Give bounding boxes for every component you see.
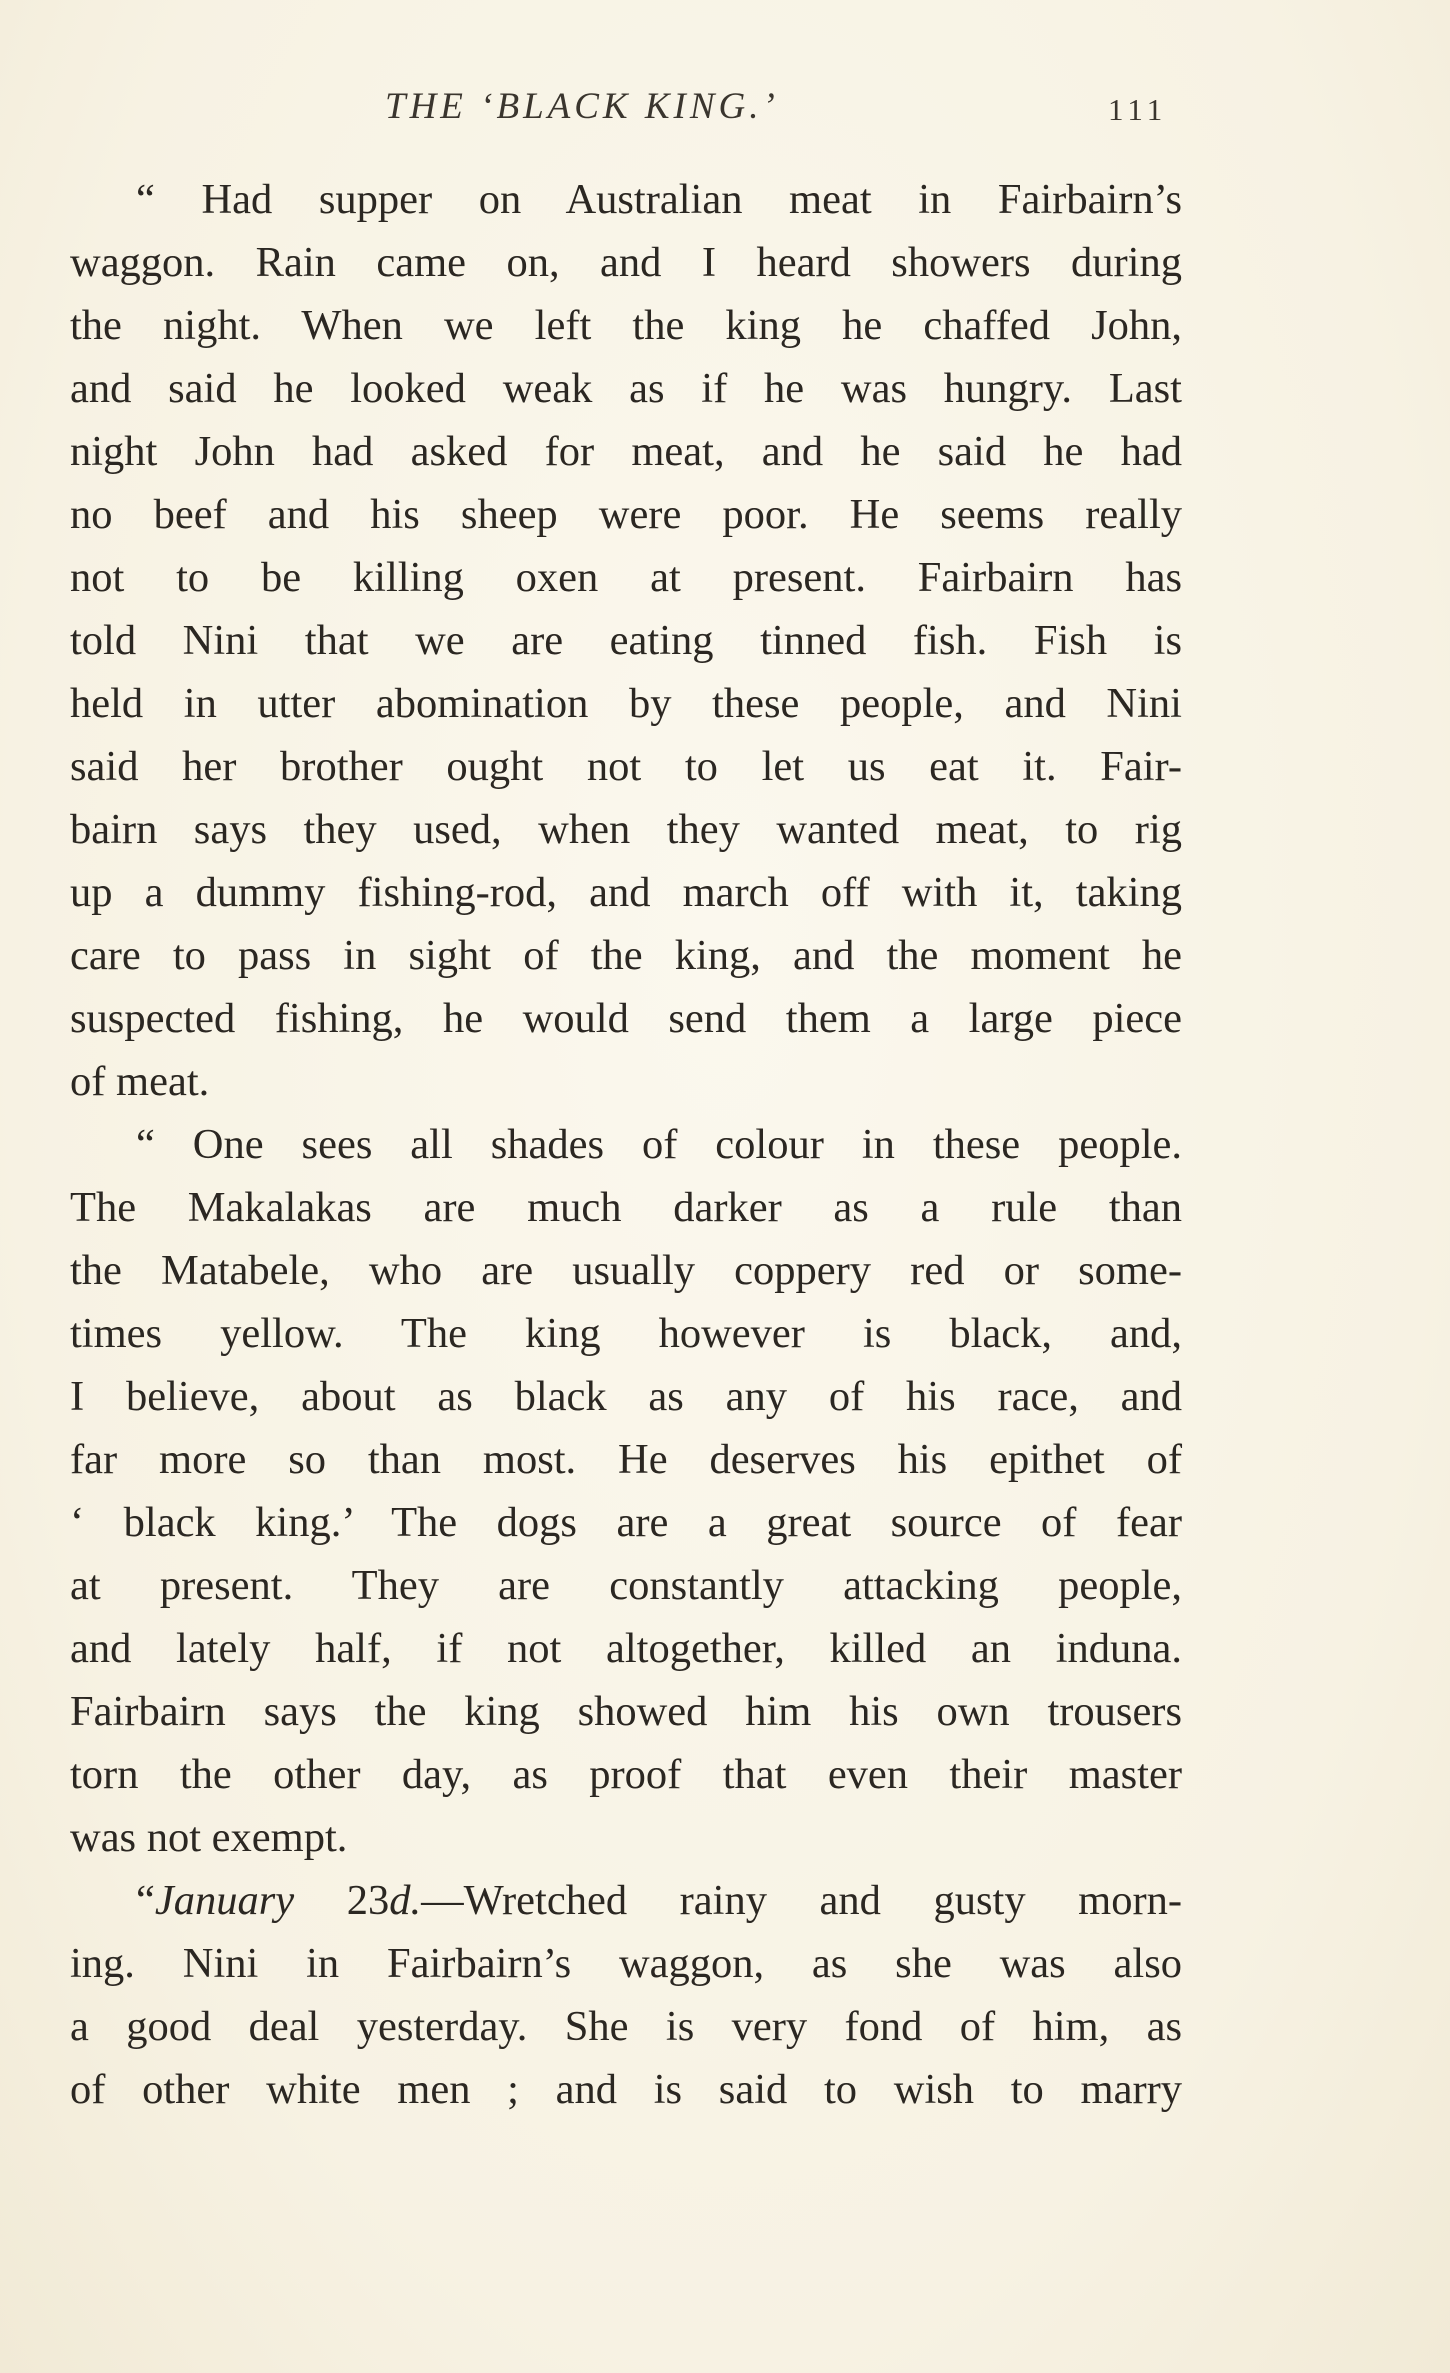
text-line: not to be killing oxen at present. Fairbairn has [70,554,1182,601]
entry-open-quote: “ [136,1877,155,1924]
text-line: “ Had supper on Australian meat in Fairbairn’s [136,176,1182,223]
entry-first-line-text: —Wretched rainy and gusty morn- [421,1877,1182,1924]
text-line: ‘ black king.’ The dogs are a great source of fear [70,1499,1182,1546]
entry-date-suffix: d. [389,1877,422,1924]
text-line: the night. When we left the king he chaffed John, [70,302,1182,349]
text-line: Fairbairn says the king showed him his own trousers [70,1688,1182,1735]
text-line: the Matabele, who are usually coppery red or some- [70,1247,1182,1294]
text-line: I believe, about as black as any of his race, and [70,1373,1182,1420]
text-line: of other white men ; and is said to wish to marry [70,2066,1182,2113]
text-line: a good deal yesterday. She is very fond of him, as [70,2003,1182,2050]
entry-date-day: 23 [294,1877,390,1924]
text-line: care to pass in sight of the king, and the moment he [70,932,1182,979]
text-line: of meat. [70,1058,210,1105]
text-line: held in utter abomination by these people, and Nini [70,680,1182,727]
body-text [70,168,1182,2121]
entry-date-month: January [154,1877,295,1924]
text-line: no beef and his sheep were poor. He seems really [70,491,1182,538]
text-line: and said he looked weak as if he was hungry. Last [70,365,1182,412]
text-line: at present. They are constantly attacking people, [70,1562,1182,1609]
text-line: “ One sees all shades of colour in these people. [136,1121,1182,1168]
text-line: times yellow. The king however is black, and, [70,1310,1182,1357]
text-line: up a dummy fishing-rod, and march off with it, taking [70,869,1182,916]
text-line: far more so than most. He deserves his epithet of [70,1436,1182,1483]
diary-entry-first-line [70,1869,1182,1932]
text-line: suspected fishing, he would send them a large piece [70,995,1182,1042]
text-line: waggon. Rain came on, and I heard showers during [70,239,1182,286]
text-line: night John had asked for meat, and he said he had [70,428,1182,475]
text-line: The Makalakas are much darker as a rule than [70,1184,1182,1231]
text-line: torn the other day, as proof that even their master [70,1751,1182,1798]
text-line: said her brother ought not to let us eat it. Fair- [70,743,1182,790]
text-line: and lately half, if not altogether, killed an induna. [70,1625,1182,1672]
running-head-title: THE ‘BLACK KING.’ [385,86,779,127]
text-line: bairn says they used, when they wanted meat, to rig [70,806,1182,853]
text-line: ing. Nini in Fairbairn’s waggon, as she was also [70,1940,1182,1987]
text-line: told Nini that we are eating tinned fish. Fish is [70,617,1182,664]
text-line: was not exempt. [70,1814,348,1861]
page-number: 111 [1108,92,1168,127]
